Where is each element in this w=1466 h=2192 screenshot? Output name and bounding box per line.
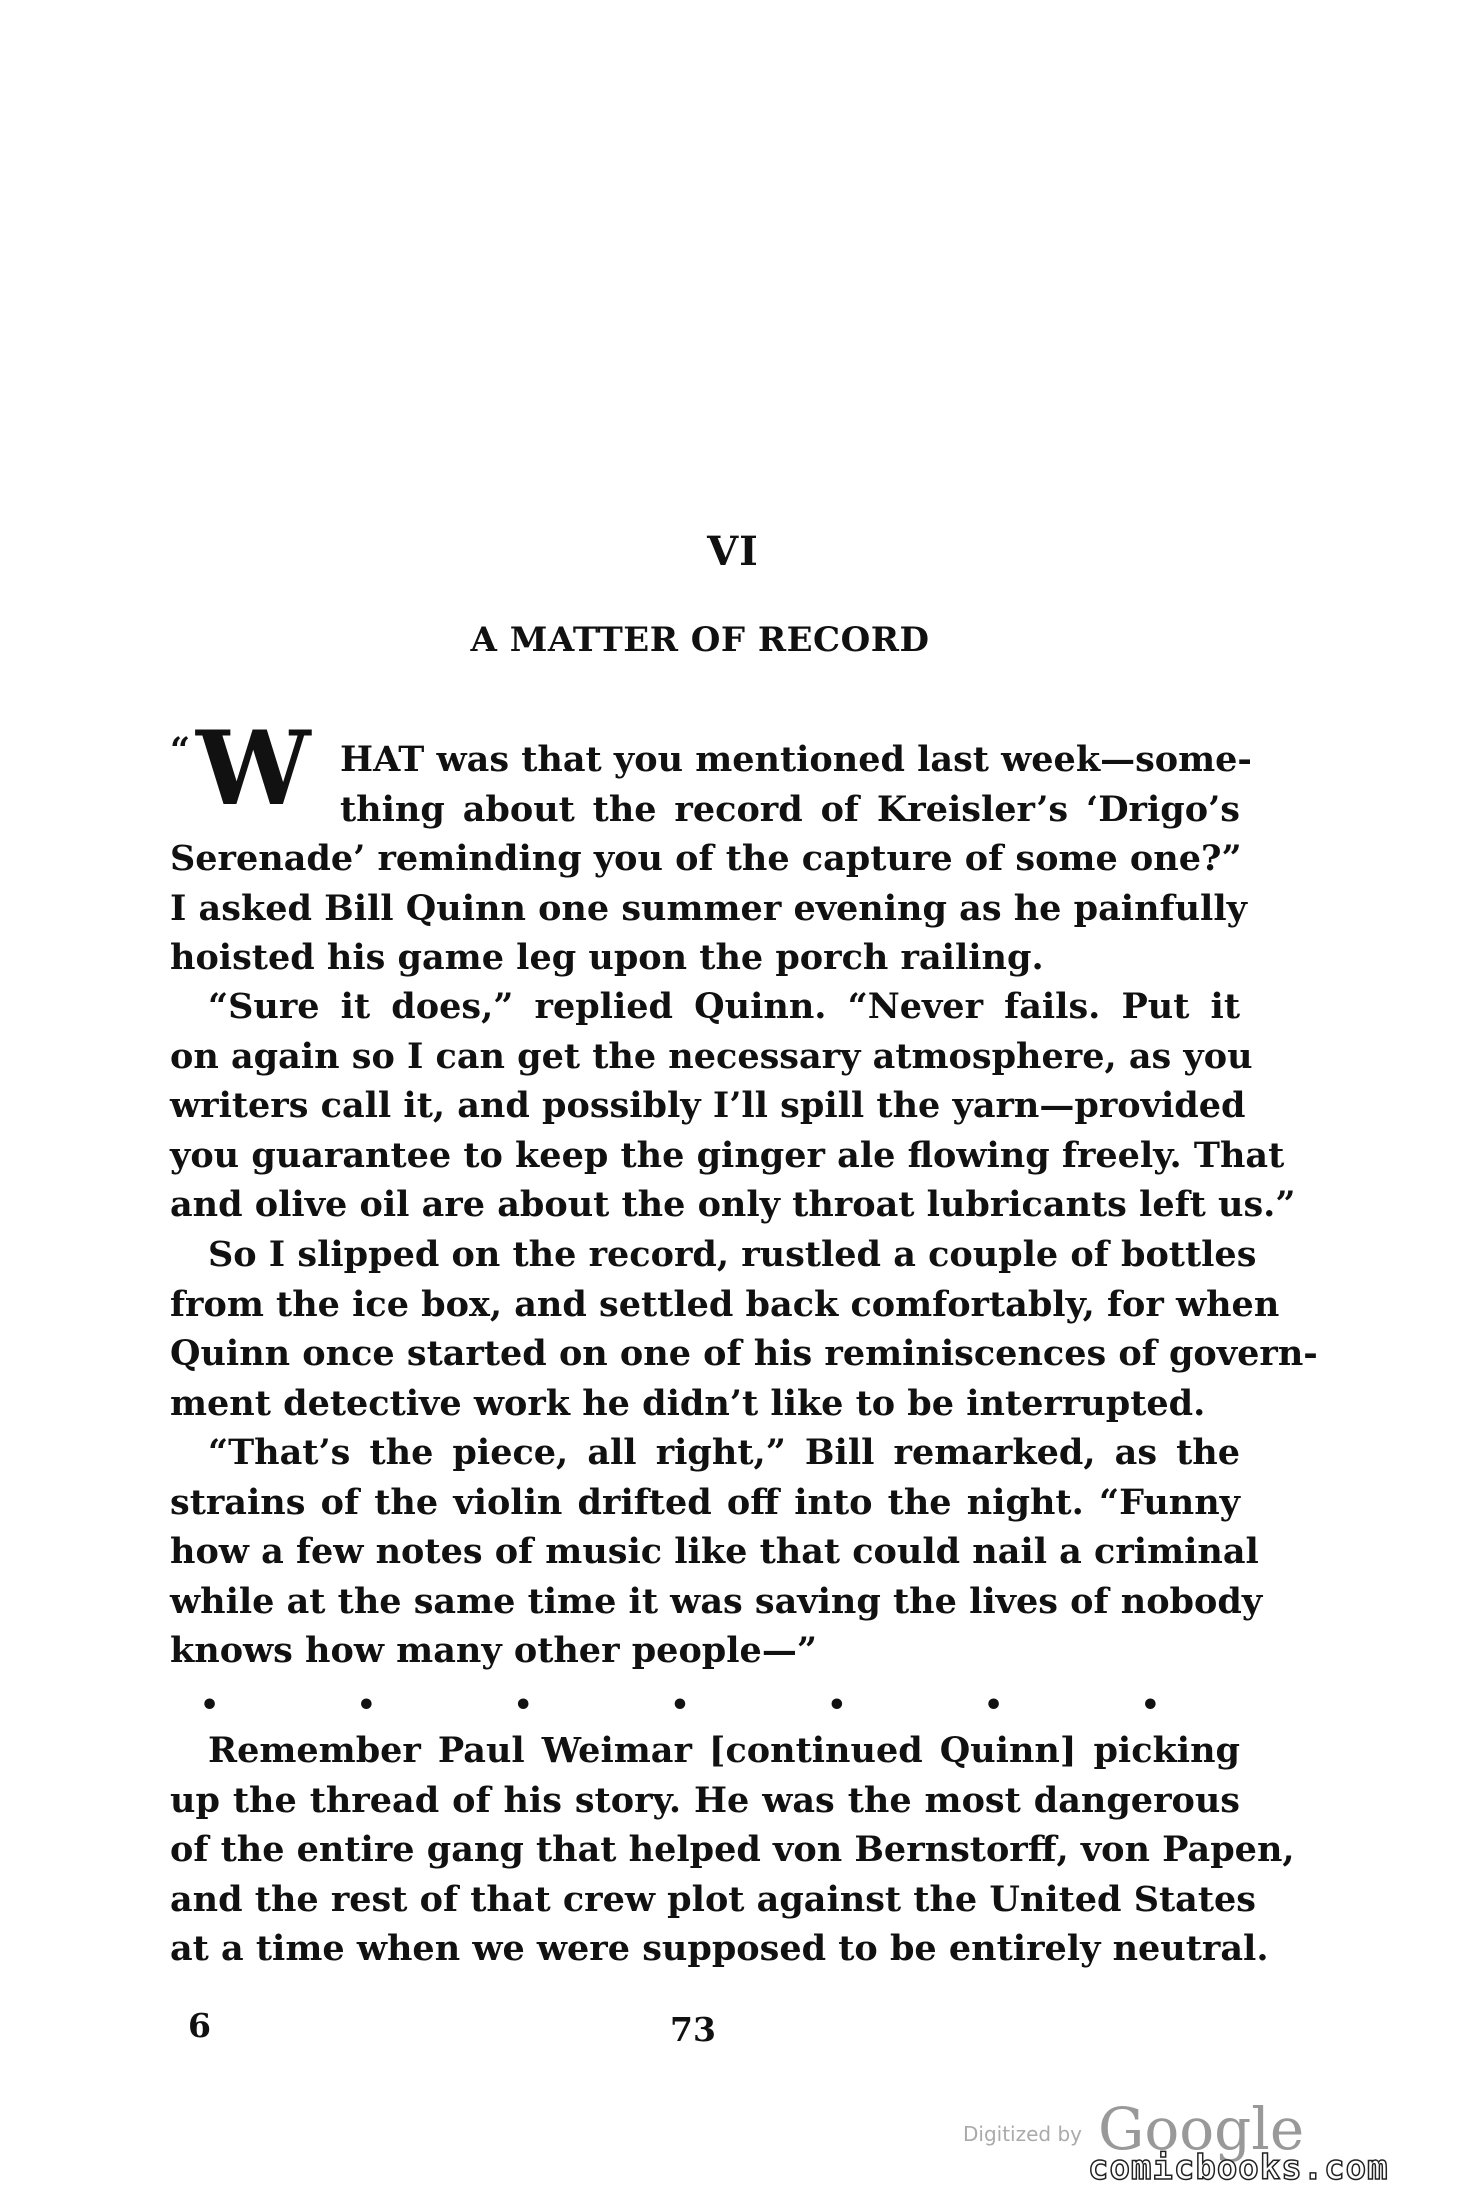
text-line: hoisted his game leg upon the porch railing.: [170, 937, 1044, 978]
chapter-numeral: VI: [707, 528, 759, 575]
text-line: writers call it, and possibly I’ll spill the yarn—provided: [170, 1085, 1246, 1126]
text-line: up the thread of his story. He was the most dangerous: [170, 1779, 1240, 1821]
text-line: and the rest of that crew plot against the United States: [170, 1878, 1256, 1920]
section-break-dot: •: [513, 1688, 533, 1723]
text-line: while at the same time it was saving the lives of nobody: [170, 1580, 1263, 1622]
section-break-dot: •: [200, 1688, 220, 1723]
section-break-dot: •: [670, 1688, 690, 1723]
text-line: from the ice box, and settled back comfortably, for when: [170, 1283, 1280, 1325]
digitized-by-label: Digitized by: [963, 2122, 1082, 2146]
text-line: thing about the record of Kreisler’s ‘Drigo’s: [340, 788, 1240, 830]
section-break: [200, 1688, 1160, 1723]
text-line: Remember Paul Weimar [continued Quinn] picking: [208, 1730, 1240, 1771]
paragraph-3: [170, 1230, 1318, 1428]
text-line: “Sure it does,” replied Quinn. “Never fails. Put it: [208, 986, 1240, 1027]
text-line: “That’s the piece, all right,” Bill remarked, as the: [208, 1432, 1240, 1473]
section-break-dot: •: [983, 1688, 1004, 1723]
text-line: you guarantee to keep the ginger ale flowing freely. That: [170, 1134, 1285, 1176]
section-break-dot: •: [827, 1688, 847, 1723]
text-line: how a few notes of music like that could nail a criminal: [170, 1531, 1259, 1572]
text-line: of the entire gang that helped von Bernstorff, von Papen,: [170, 1829, 1295, 1870]
paragraph-2: [170, 982, 1296, 1230]
text-line: at a time when we were supposed to be entirely neutral.: [170, 1928, 1269, 1969]
section-break-dot: •: [356, 1688, 376, 1723]
signature-mark: 6: [188, 2006, 211, 2045]
section-break-dot: •: [1140, 1688, 1160, 1723]
text-line: HAT was that you mentioned last week—some-: [340, 739, 1252, 780]
paragraph-1-continued: [170, 834, 1247, 983]
text-line: ment detective work he didn’t like to be interrupted.: [170, 1382, 1206, 1424]
opening-quote-mark: “: [170, 730, 191, 771]
watermark: comicbooks.com: [1088, 2148, 1389, 2188]
text-line: knows how many other people—”: [170, 1630, 817, 1671]
paragraph-4: [170, 1428, 1263, 1676]
text-line: Serenade’ reminding you of the capture of some one?”: [170, 838, 1242, 879]
text-line: So I slipped on the record, rustled a couple of bottles: [208, 1234, 1257, 1275]
text-line: I asked Bill Quinn one summer evening as he painfully: [170, 887, 1247, 929]
text-line: and olive oil are about the only throat lubricants left us.”: [170, 1184, 1296, 1225]
text-line: strains of the violin drifted off into the night. “Funny: [170, 1481, 1240, 1523]
drop-cap: W: [196, 709, 311, 829]
chapter-title: A MATTER OF RECORD: [470, 620, 930, 660]
paragraph-5: [170, 1726, 1295, 1974]
opening-lines: [340, 735, 1252, 834]
text-line: on again so I can get the necessary atmosphere, as you: [170, 1035, 1253, 1077]
google-logo: Google: [1098, 2095, 1305, 2163]
page-number: 73: [670, 2010, 716, 2049]
text-line: Quinn once started on one of his reminiscences of govern-: [170, 1333, 1318, 1374]
